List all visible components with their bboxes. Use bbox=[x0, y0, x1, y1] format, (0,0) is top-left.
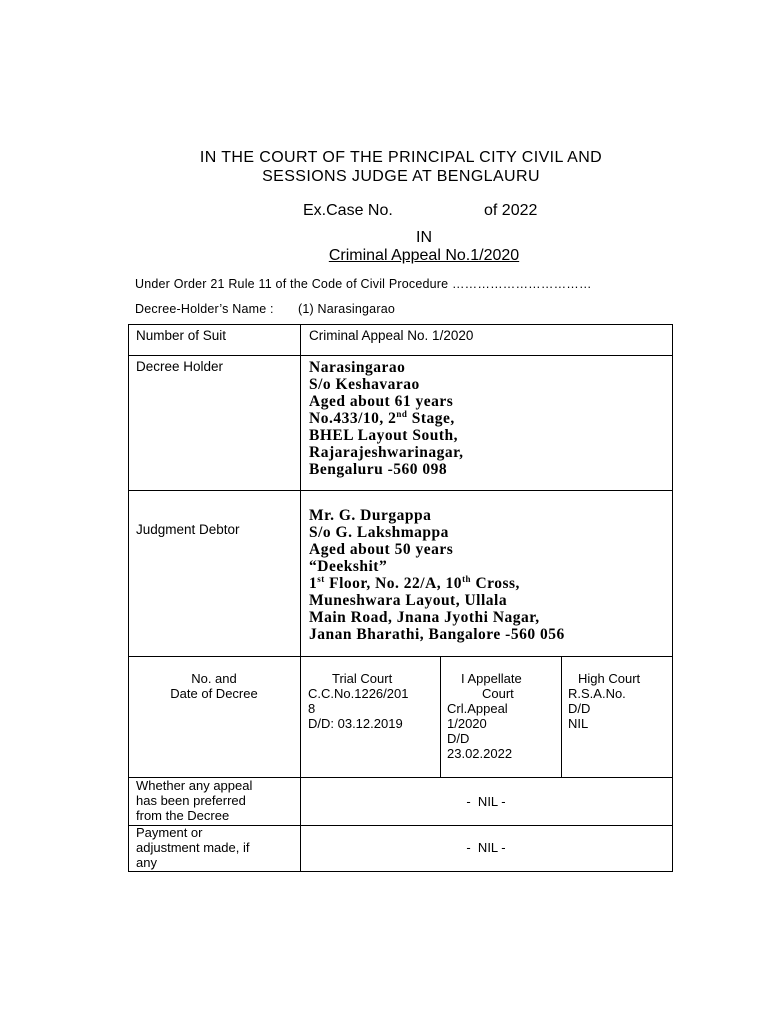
payment-label-line: any bbox=[136, 855, 157, 870]
address-superscript: nd bbox=[396, 408, 408, 419]
address-part: Stage, bbox=[407, 410, 455, 427]
judgment-debtor-label: Judgment Debtor bbox=[136, 522, 240, 537]
appeal-preferred-label-line: from the Decree bbox=[136, 808, 230, 823]
decree-label bbox=[128, 671, 300, 701]
decree-holder-address-line: BHEL Layout South, bbox=[309, 427, 458, 444]
payment-label-line: Payment or bbox=[136, 825, 203, 840]
case-year: of 2022 bbox=[484, 202, 538, 219]
appellate-court-line: D/D bbox=[447, 731, 470, 746]
ex-case-label: Ex.Case No. bbox=[303, 202, 393, 219]
appellate-court-heading: Court bbox=[482, 686, 514, 701]
address-part: 1 bbox=[309, 575, 318, 592]
decree-holder-line: Aged about 61 years bbox=[309, 393, 454, 410]
decree-holder-line: S/o Keshavarao bbox=[309, 376, 420, 393]
payment-label bbox=[136, 825, 249, 870]
judgment-debtor-line: S/o G. Lakshmappa bbox=[309, 524, 449, 541]
court-heading-line2: SESSIONS JUDGE AT BENGLAURU bbox=[262, 168, 540, 185]
high-court-line: D/D bbox=[568, 701, 591, 716]
suit-label: Number of Suit bbox=[136, 328, 227, 343]
court-heading-line1: IN THE COURT OF THE PRINCIPAL CITY CIVIL AND bbox=[199, 149, 603, 166]
decree-holder-name-value: (1) Narasingarao bbox=[298, 302, 395, 316]
appellate-court-line: 1/2020 bbox=[447, 716, 487, 731]
appellate-court-heading: I Appellate bbox=[461, 671, 522, 686]
judgment-debtor-line: Aged about 50 years bbox=[309, 541, 454, 558]
payment-value: - NIL - bbox=[466, 840, 506, 855]
payment-label-line: adjustment made, if bbox=[136, 840, 250, 855]
judgment-debtor-address-line: Janan Bharathi, Bangalore -560 056 bbox=[309, 626, 565, 643]
trial-court-line: D/D: 03.12.2019 bbox=[308, 716, 403, 731]
decree-holder-name: Narasingarao bbox=[309, 359, 406, 376]
judgment-debtor-address-line: Muneshwara Layout, Ullala bbox=[309, 592, 508, 609]
appeal-preferred-value: - NIL - bbox=[466, 794, 506, 809]
trial-court-cell bbox=[308, 671, 408, 731]
appeal-preferred-label bbox=[136, 778, 252, 823]
address-part: Floor, No. 22/A, 10 bbox=[324, 575, 463, 592]
appellate-court-line: 23.02.2022 bbox=[447, 746, 513, 761]
address-superscript: th bbox=[462, 573, 472, 584]
address-superscript: st bbox=[317, 573, 325, 584]
decree-label-line: No. and bbox=[191, 671, 237, 686]
judgment-debtor-name: Mr. G. Durgappa bbox=[309, 507, 432, 524]
decree-holder-address-line: Bengaluru -560 098 bbox=[309, 461, 448, 478]
address-part: Cross, bbox=[471, 575, 520, 592]
decree-label-line: Date of Decree bbox=[170, 686, 258, 701]
decree-holder-label: Decree Holder bbox=[136, 359, 224, 374]
decree-holder-address-line: Rajarajeshwarinagar, bbox=[309, 444, 464, 461]
trial-court-heading: Trial Court bbox=[332, 671, 393, 686]
decree-holder-address-line bbox=[309, 410, 464, 427]
judgment-debtor-line: “Deekshit” bbox=[309, 558, 388, 575]
criminal-appeal-title: Criminal Appeal No.1/2020 bbox=[328, 247, 520, 264]
high-court-heading: High Court bbox=[578, 671, 641, 686]
judgment-debtor-details bbox=[309, 507, 565, 643]
appeal-preferred-label-line: has been preferred bbox=[136, 793, 246, 808]
high-court-cell bbox=[568, 671, 640, 731]
appeal-preferred-label-line: Whether any appeal bbox=[136, 778, 253, 793]
judgment-debtor-address-line: Main Road, Jnana Jyothi Nagar, bbox=[309, 609, 540, 626]
decree-holder-details bbox=[309, 359, 464, 478]
trial-court-line: 8 bbox=[308, 701, 316, 716]
judgment-debtor-address-line bbox=[309, 575, 565, 592]
suit-value: Criminal Appeal No. 1/2020 bbox=[309, 328, 474, 343]
trial-court-line: C.C.No.1226/201 bbox=[308, 686, 409, 701]
address-part: No.433/10, 2 bbox=[309, 410, 397, 427]
order-rule-line: Under Order 21 Rule 11 of the Code of Civil Procedure …………………………… bbox=[135, 277, 592, 291]
decree-holder-name-label: Decree-Holder’s Name : bbox=[135, 302, 274, 316]
appellate-court-line: Crl.Appeal bbox=[447, 701, 508, 716]
high-court-line: NIL bbox=[568, 716, 589, 731]
in-label: IN bbox=[416, 229, 432, 246]
appellate-court-cell bbox=[447, 671, 522, 761]
high-court-line: R.S.A.No. bbox=[568, 686, 626, 701]
